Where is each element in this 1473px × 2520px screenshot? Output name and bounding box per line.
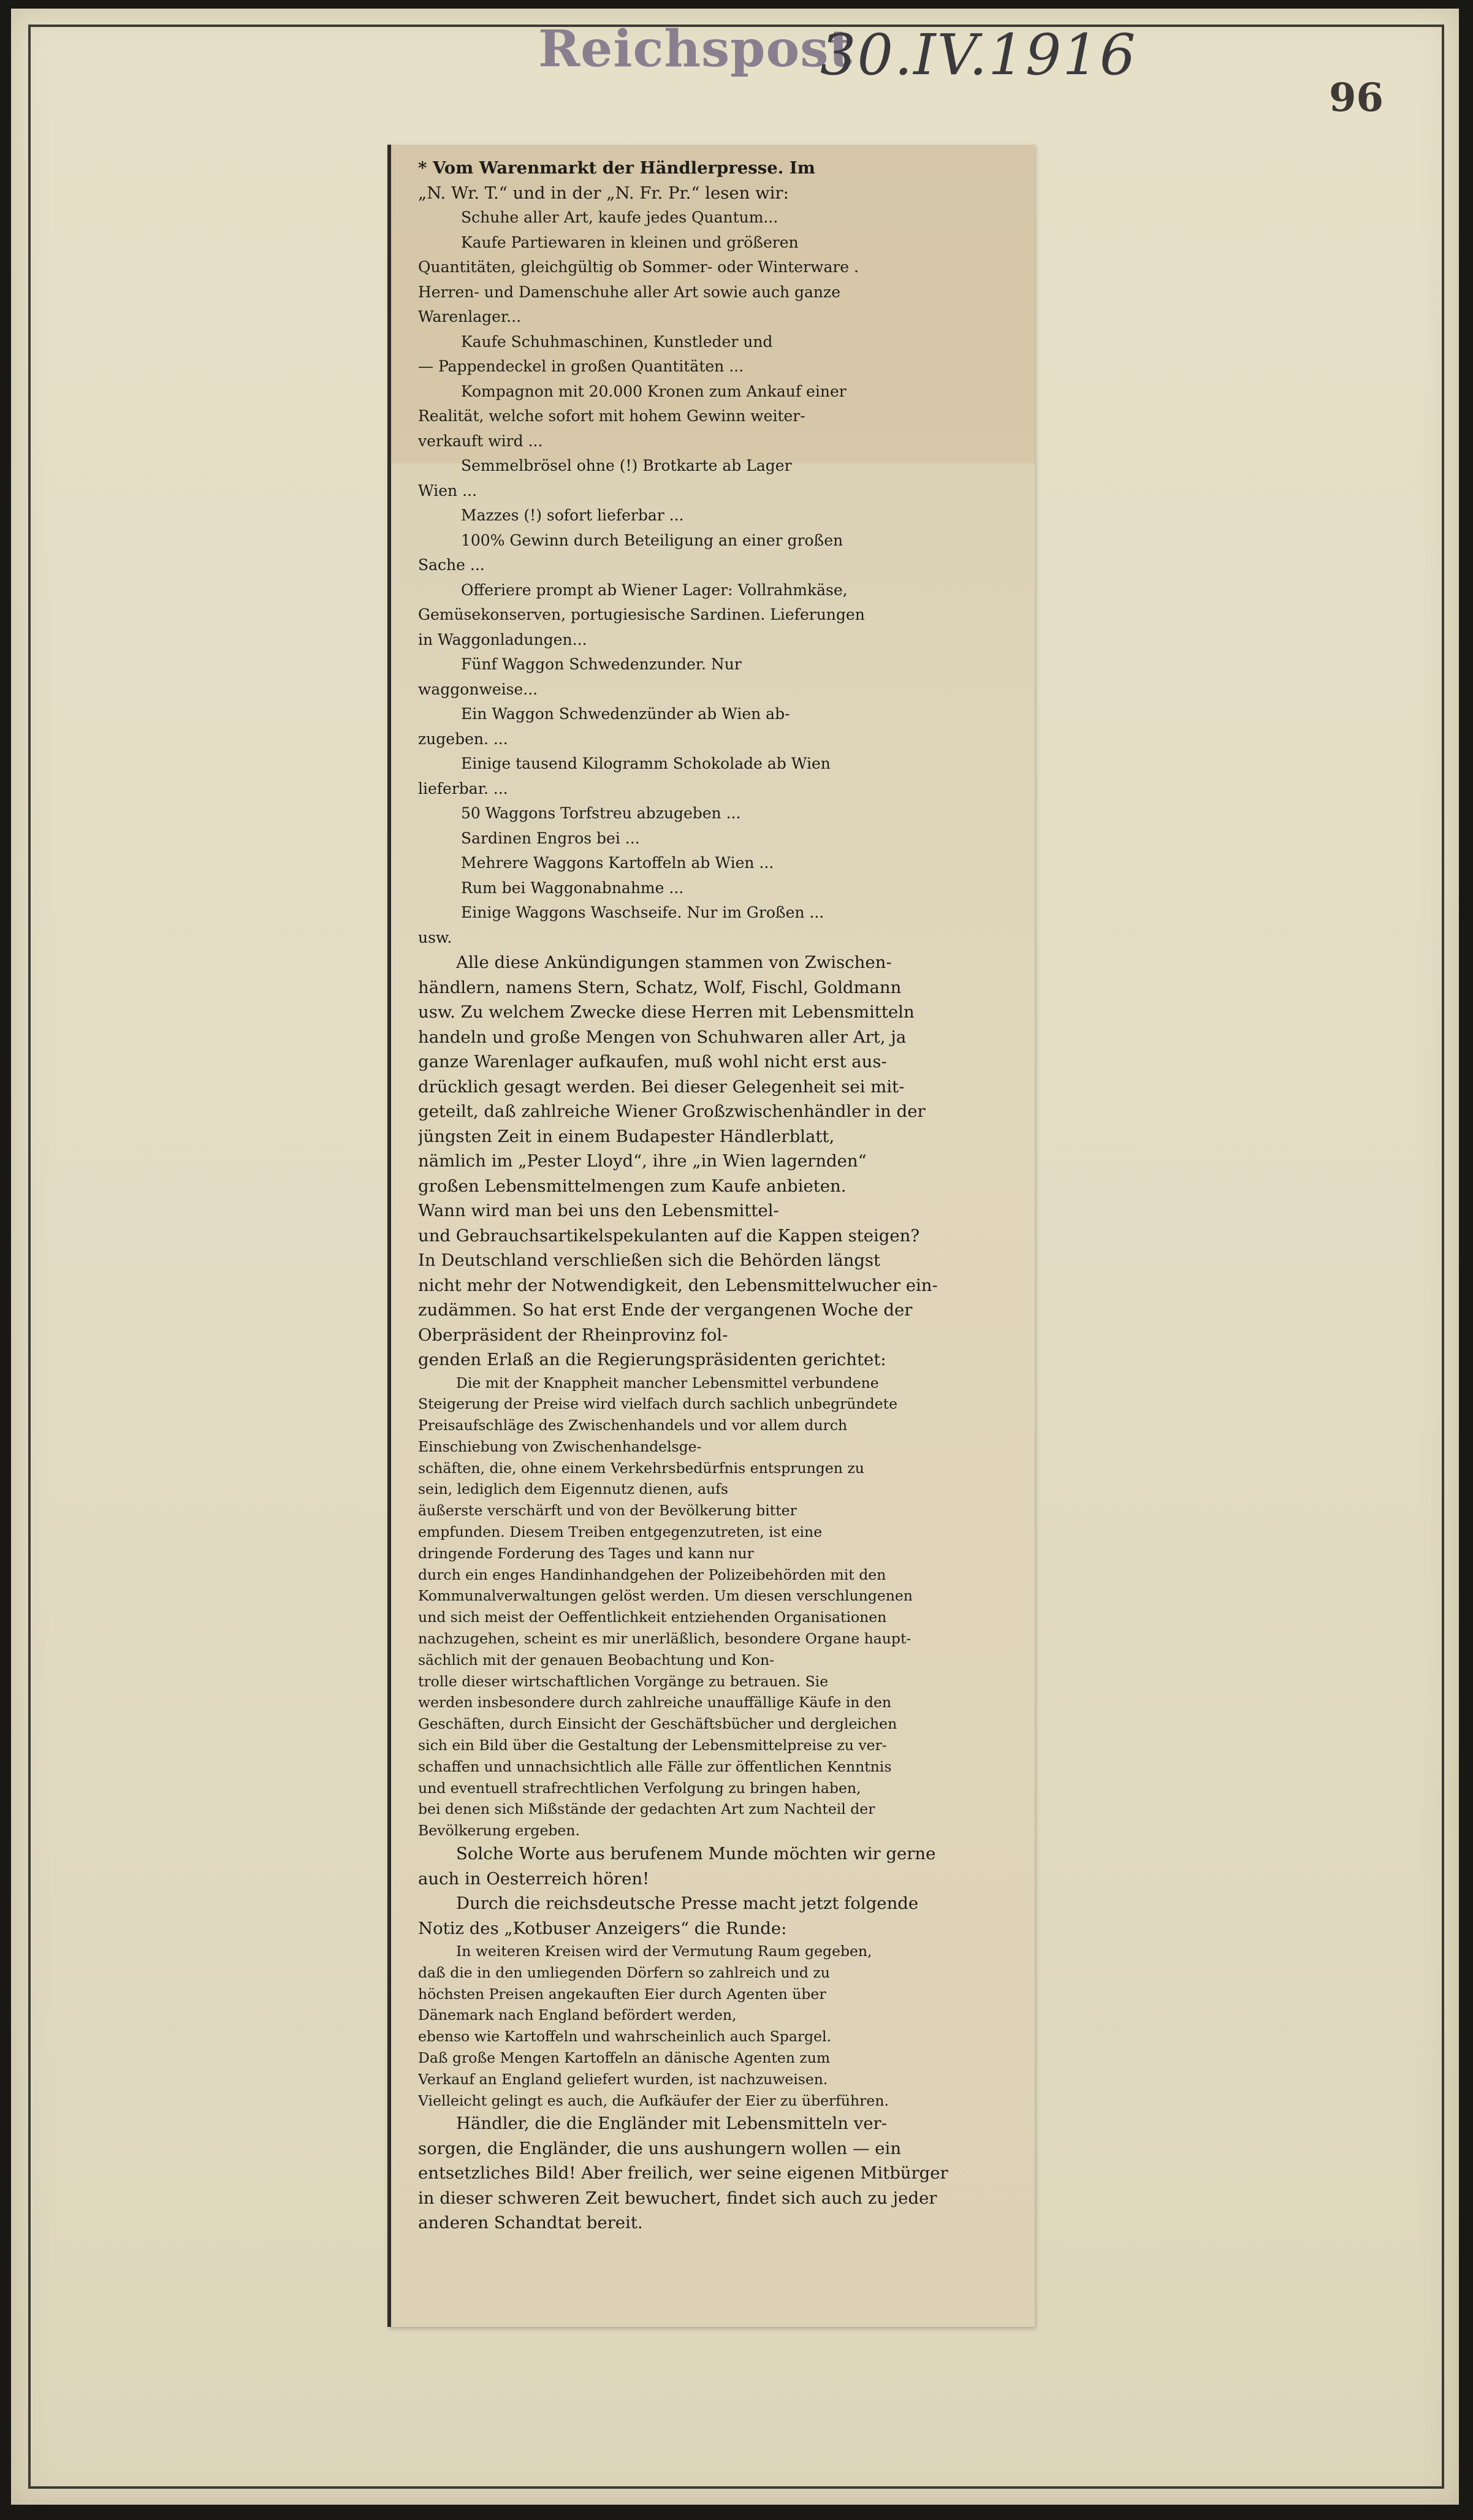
advert-line: waggonweise... — [418, 680, 538, 698]
article-line: und Gebrauchsartikelspekulanten auf die Kappen steigen? — [418, 1225, 920, 1246]
article-line: geteilt, daß zahlreiche Wiener Großzwischenhändler in der — [418, 1102, 926, 1121]
quoted-decree-line: sich ein Bild über die Gestaltung der Lebensmittelpreise zu ver- — [418, 1737, 887, 1754]
article-line: genden Erlaß an die Regierungspräsidenten gerichtet: — [418, 1350, 886, 1369]
advert-line: Mehrere Waggons Kartoffeln ab Wien ... — [461, 854, 774, 872]
quoted-decree-line: nachzugehen, scheint es mir unerläßlich, besondere Organe haupt- — [418, 1630, 912, 1648]
article-line: nicht mehr der Notwendigkeit, den Lebensmittelwucher ein- — [418, 1275, 938, 1295]
quoted-decree-line: sein, lediglich dem Eigennutz dienen, aufs — [418, 1480, 728, 1498]
advert-line: verkauft wird ... — [418, 432, 543, 450]
archive-sheet — [11, 9, 1459, 2505]
advert-line: Kaufe Partiewaren in kleinen und größeren — [461, 233, 799, 251]
advert-line: in Waggonladungen... — [418, 630, 587, 649]
article-line: Wann wird man bei uns den Lebensmittel- — [418, 1201, 779, 1220]
advert-line: Ein Waggon Schwedenzünder ab Wien ab- — [461, 705, 790, 723]
quoted-notice-line: höchsten Preisen angekauften Eier durch Agenten über — [418, 1985, 826, 2003]
quoted-notice-line: Dänemark nach England befördert werden, — [418, 2006, 737, 2024]
quoted-decree-line: Bevölkerung ergeben. — [418, 1822, 580, 1840]
article-line: entsetzliches Bild! Aber freilich, wer seine eigenen Mitbürger — [418, 2163, 948, 2183]
advert-line: Einige tausend Kilogramm Schokolade ab Wien — [461, 755, 831, 772]
advert-line: Gemüsekonserven, portugiesische Sardinen. Lieferungen — [418, 606, 865, 623]
advert-line: Kompagnon mit 20.000 Kronen zum Ankauf einer — [461, 382, 847, 400]
advert-line: Mazzes (!) sofort lieferbar ... — [461, 506, 684, 524]
advert-line: Warenlager... — [418, 308, 522, 325]
article-line: nämlich im „Pester Lloyd“, ihre „in Wien lagernden“ — [418, 1151, 867, 1171]
advert-line: — Pappendeckel in großen Quantitäten ... — [418, 357, 744, 375]
quoted-decree-line: Steigerung der Preise wird vielfach durch sachlich unbegründete — [418, 1395, 897, 1413]
article-line: ganze Warenlager aufkaufen, muß wohl nicht erst aus- — [418, 1052, 887, 1072]
quoted-decree-line: schaffen und unnachsichtlich alle Fälle zur öffentlichen Kenntnis — [418, 1757, 892, 1775]
quoted-notice-line: Daß große Mengen Kartoffeln an dänische Agenten zum — [418, 2049, 831, 2067]
article-line: zudämmen. So hat erst Ende der vergangenen Woche der — [418, 1300, 913, 1320]
article-line: handeln und große Mengen von Schuhwaren aller Art, ja — [418, 1027, 907, 1047]
advert-line: 100% Gewinn durch Beteiligung an einer großen — [461, 531, 843, 549]
advert-line: Einige Waggons Waschseife. Nur im Großen ... — [461, 904, 824, 921]
article-line: in dieser schweren Zeit bewuchert, findet sich auch zu jeder — [418, 2188, 937, 2208]
advert-line: lieferbar. ... — [418, 779, 508, 797]
quoted-decree-line: durch ein enges Handinhandgehen der Polizeibehörden mit den — [418, 1566, 886, 1583]
quoted-decree-line: werden insbesondere durch zahlreiche unauffällige Käufe in den — [418, 1694, 892, 1711]
quoted-decree-line: trolle dieser wirtschaftlichen Vorgänge zu betrauen. Sie — [418, 1672, 829, 1690]
quoted-notice-line: Vielleicht gelingt es auch, die Aufkäufer der Eier zu überführen. — [418, 2092, 889, 2109]
advert-line: Wien ... — [418, 481, 477, 500]
article-line: Alle diese Ankündigungen stammen von Zwischen- — [456, 953, 892, 972]
article-line: Händler, die die Engländer mit Lebensmitteln ver- — [456, 2114, 887, 2134]
quoted-notice-line: daß die in den umliegenden Dörfern so zahlreich und zu — [418, 1963, 830, 1981]
article-line: drücklich gesagt werden. Bei dieser Gelegenheit sei mit- — [418, 1076, 905, 1097]
article-line: Durch die reichsdeutsche Presse macht jetzt folgende — [456, 1894, 919, 1914]
quoted-decree-line: Geschäften, durch Einsicht der Geschäftsbücher und dergleichen — [418, 1715, 897, 1733]
quoted-notice-line: In weiteren Kreisen wird der Vermutung Raum gegeben, — [456, 1943, 872, 1960]
advert-line: Fünf Waggon Schwedenzunder. Nur — [461, 655, 742, 673]
article-column — [418, 156, 1010, 2236]
quoted-decree-line: sächlich mit der genauen Beobachtung und Kon- — [418, 1651, 775, 1669]
article-line: händlern, namens Stern, Schatz, Wolf, Fischl, Goldmann — [418, 977, 902, 997]
article-line: anderen Schandtat bereit. — [418, 2213, 643, 2233]
article-line: usw. Zu welchem Zwecke diese Herren mit Lebensmitteln — [418, 1002, 915, 1022]
advert-line: Realität, welche sofort mit hohem Gewinn weiter- — [418, 407, 805, 425]
advert-line: 50 Waggons Torfstreu abzugeben ... — [461, 804, 741, 822]
advert-line: Semmelbrösel ohne (!) Brotkarte ab Lager — [461, 457, 792, 474]
article-line: Solche Worte aus berufenem Munde möchten wir gerne — [456, 1844, 936, 1864]
quoted-notice-line: ebenso wie Kartoffeln und wahrscheinlich auch Spargel. — [418, 2028, 832, 2046]
article-line: jüngsten Zeit in einem Budapester Händlerblatt, — [418, 1126, 835, 1146]
advert-line: Sache ... — [418, 556, 485, 574]
advert-line: Quantitäten, gleichgültig ob Sommer- oder Winterware . — [418, 258, 859, 276]
article-line: In Deutschland verschließen sich die Behörden längst — [418, 1250, 881, 1270]
newspaper-clipping — [387, 145, 1035, 2327]
quoted-decree-line: Einschiebung von Zwischenhandelsge- — [418, 1437, 702, 1455]
quoted-decree-line: Die mit der Knappheit mancher Lebensmittel verbundene — [456, 1374, 879, 1391]
quoted-decree-line: schäften, die, ohne einem Verkehrsbedürfnis entsprungen zu — [418, 1459, 864, 1477]
article-line: großen Lebensmittelmengen zum Kaufe anbieten. — [418, 1176, 847, 1196]
folio-number: 96 — [1329, 75, 1384, 121]
quoted-decree-line: äußerste verschärft und von der Bevölkerung bitter — [418, 1502, 797, 1520]
quoted-decree-line: Preisaufschläge des Zwischenhandels und vor allem durch — [418, 1417, 848, 1434]
advert-line: usw. — [418, 928, 452, 946]
quoted-decree-line: Kommunalverwaltungen gelöst werden. Um diesen verschlungenen — [418, 1587, 913, 1605]
advert-line: zugeben. ... — [418, 729, 508, 748]
article-line: Oberpräsident der Rheinprovinz fol- — [418, 1325, 728, 1345]
advert-line: Rum bei Waggonabnahme ... — [461, 878, 684, 897]
quoted-decree-line: und eventuell strafrechtlichen Verfolgung zu bringen haben, — [418, 1779, 861, 1797]
quoted-decree-line: bei denen sich Mißstände der gedachten Art zum Nachteil der — [418, 1800, 875, 1818]
article-line: sorgen, die Engländer, die uns aushungern wollen — ein — [418, 2138, 902, 2158]
quoted-decree-line: empfunden. Diesem Treiben entgegenzutreten, ist eine — [418, 1523, 823, 1541]
advert-line: Herren- und Damenschuhe aller Art sowie auch ganze — [418, 283, 841, 301]
advert-line: Offeriere prompt ab Wiener Lager: Vollrahmkäse, — [461, 581, 848, 599]
article-line: „N. Wr. T.“ und in der „N. Fr. Pr.“ lesen wir: — [418, 183, 789, 203]
quoted-decree-line: und sich meist der Oeffentlichkeit entziehenden Organisationen — [418, 1608, 887, 1626]
newspaper-source-stamp: Reichspost — [538, 20, 853, 78]
handwritten-date: 30.IV.1916 — [820, 22, 1137, 88]
advert-line: Sardinen Engros bei ... — [461, 829, 640, 847]
article-line: auch in Oesterreich hören! — [418, 1868, 650, 1889]
quoted-decree-line: dringende Forderung des Tages und kann nur — [418, 1544, 754, 1562]
quoted-notice-line: Verkauf an England geliefert wurden, ist nachzuweisen. — [418, 2070, 828, 2088]
advert-line: Schuhe aller Art, kaufe jedes Quantum... — [461, 208, 778, 226]
article-line: Notiz des „Kotbuser Anzeigers“ die Runde: — [418, 1918, 787, 1938]
article-heading: * Vom Warenmarkt der Händlerpresse. Im — [418, 158, 815, 178]
advert-line: Kaufe Schuhmaschinen, Kunstleder und — [461, 332, 773, 351]
